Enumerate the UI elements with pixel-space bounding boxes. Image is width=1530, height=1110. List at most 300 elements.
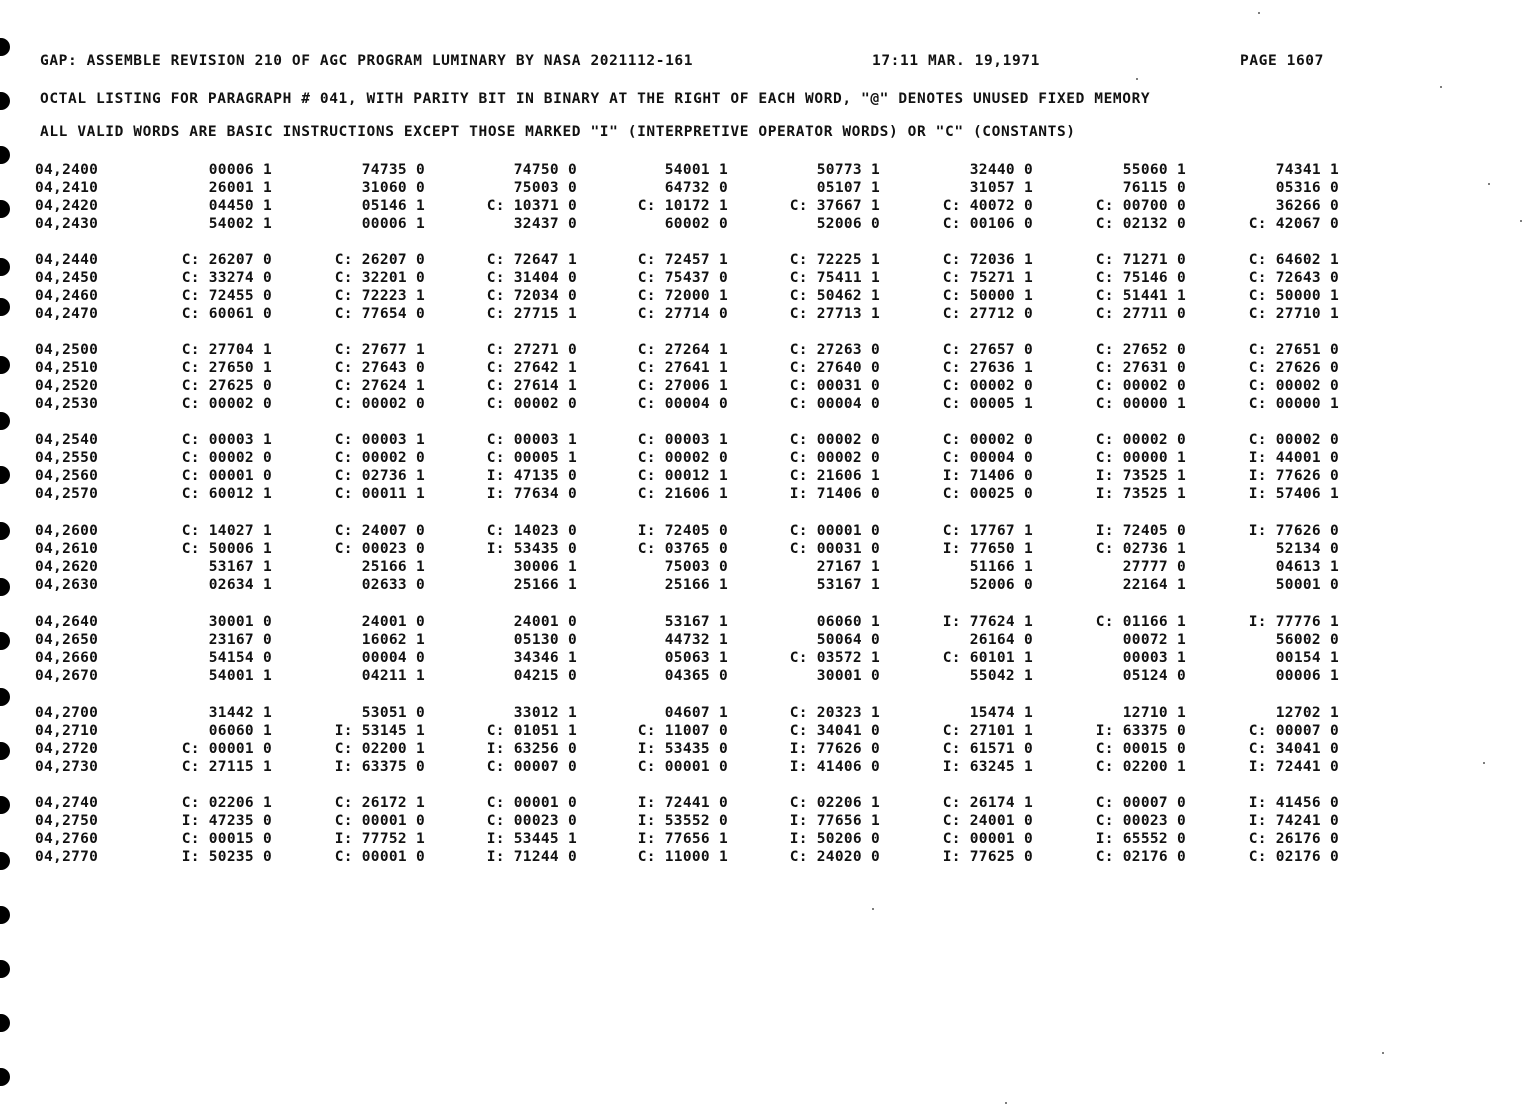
memory-word: I: 71406 0 [789,486,880,502]
memory-word: 34346 1 [513,650,577,666]
memory-word: I: 53445 1 [486,831,577,847]
row-address: 04,2750 [35,813,99,829]
memory-word: C: 00001 0 [334,813,425,829]
memory-word: 05124 0 [1122,668,1186,684]
memory-word: C: 00025 0 [942,486,1033,502]
listing-legend: ALL VALID WORDS ARE BASIC INSTRUCTIONS EXCEPT THOSE MARKED "I" (INTERPRETIVE OPERATOR WORDS) OR "C" (CONSTANTS) [40,124,1076,140]
memory-word: 12702 1 [1275,705,1339,721]
memory-word: C: 00004 0 [942,450,1033,466]
memory-word: 06060 1 [208,723,272,739]
memory-word: C: 27642 1 [486,360,577,376]
row-address: 04,2470 [35,306,99,322]
memory-word: C: 00004 0 [637,396,728,412]
memory-word: C: 27641 1 [637,360,728,376]
memory-word: 27777 0 [1122,559,1186,575]
memory-word: I: 77656 1 [637,831,728,847]
row-address: 04,2700 [35,705,99,721]
memory-word: C: 50000 1 [942,288,1033,304]
row-address: 04,2730 [35,759,99,775]
memory-word: C: 01166 1 [1095,614,1186,630]
memory-word: C: 50006 1 [181,541,272,557]
listing-row [0,614,1530,632]
memory-word: C: 26176 0 [1248,831,1339,847]
memory-word: C: 00007 0 [1095,795,1186,811]
assembly-timestamp: 17:11 MAR. 19,1971 [872,53,1040,69]
memory-word: C: 27640 0 [789,360,880,376]
memory-word: 25166 1 [361,559,425,575]
memory-word: C: 27657 0 [942,342,1033,358]
memory-word: C: 00015 0 [181,831,272,847]
listing-row [0,306,1530,324]
memory-word: I: 41456 0 [1248,795,1339,811]
memory-word: I: 77625 0 [942,849,1033,865]
memory-word: I: 72441 0 [1248,759,1339,775]
memory-word: C: 27652 0 [1095,342,1186,358]
memory-word: C: 00002 0 [486,396,577,412]
memory-word: 32437 0 [513,216,577,232]
memory-word: 31057 1 [969,180,1033,196]
memory-word: 05063 1 [664,650,728,666]
paper-speck [1382,1052,1384,1054]
listing-row [0,632,1530,650]
memory-word: 16062 1 [361,632,425,648]
memory-word: 55042 1 [969,668,1033,684]
row-address: 04,2670 [35,668,99,684]
row-address: 04,2450 [35,270,99,286]
memory-word: C: 75411 1 [789,270,880,286]
memory-word: C: 21606 1 [637,486,728,502]
row-address: 04,2740 [35,795,99,811]
memory-word: C: 00001 0 [486,795,577,811]
memory-word: C: 27712 0 [942,306,1033,322]
listing-row [0,523,1530,541]
listing-row [0,650,1530,668]
memory-word: 06060 1 [816,614,880,630]
memory-word: 04607 1 [664,705,728,721]
paper-speck [1136,78,1138,80]
memory-word: C: 03765 0 [637,541,728,557]
memory-word: C: 72036 1 [942,252,1033,268]
memory-word: I: 53435 0 [486,541,577,557]
memory-word: I: 50206 0 [789,831,880,847]
memory-word: C: 00002 0 [942,378,1033,394]
memory-word: 31442 1 [208,705,272,721]
memory-word: C: 11007 0 [637,723,728,739]
page-number: PAGE 1607 [1240,53,1324,69]
row-address: 04,2540 [35,432,99,448]
memory-word: I: 77624 1 [942,614,1033,630]
memory-word: C: 26174 1 [942,795,1033,811]
memory-word: 24001 0 [361,614,425,630]
memory-word: C: 00000 1 [1248,396,1339,412]
memory-word: I: 77634 0 [486,486,577,502]
memory-word: 55060 1 [1122,162,1186,178]
memory-word: C: 00002 0 [1095,378,1186,394]
paper-speck [1483,762,1485,764]
row-address: 04,2550 [35,450,99,466]
row-address: 04,2420 [35,198,99,214]
memory-word: C: 00002 0 [334,396,425,412]
row-address: 04,2430 [35,216,99,232]
memory-word: C: 60101 1 [942,650,1033,666]
memory-word: C: 27624 1 [334,378,425,394]
memory-word: C: 37667 1 [789,198,880,214]
memory-word: C: 00000 1 [1095,450,1186,466]
memory-word: I: 77626 0 [789,741,880,757]
memory-word: I: 57406 1 [1248,486,1339,502]
memory-word: C: 00031 0 [789,378,880,394]
memory-word: C: 02736 1 [334,468,425,484]
memory-word: I: 77752 1 [334,831,425,847]
listing-row [0,668,1530,686]
memory-word: C: 27264 1 [637,342,728,358]
row-address: 04,2440 [35,252,99,268]
memory-word: 04365 0 [664,668,728,684]
memory-word: C: 27711 0 [1095,306,1186,322]
memory-word: C: 00002 0 [1248,378,1339,394]
memory-word: C: 33274 0 [181,270,272,286]
memory-word: 00004 0 [361,650,425,666]
memory-word: C: 27677 1 [334,342,425,358]
memory-word: 54001 1 [208,668,272,684]
memory-word: C: 32201 0 [334,270,425,286]
memory-word: 26164 0 [969,632,1033,648]
memory-word: C: 72643 0 [1248,270,1339,286]
memory-word: C: 72647 1 [486,252,577,268]
memory-word: C: 02132 0 [1095,216,1186,232]
punch-hole [0,92,10,110]
memory-word: I: 47135 0 [486,468,577,484]
memory-word: C: 72034 0 [486,288,577,304]
memory-word: 76115 0 [1122,180,1186,196]
memory-word: C: 00106 0 [942,216,1033,232]
memory-word: C: 02206 1 [181,795,272,811]
memory-word: C: 50000 1 [1248,288,1339,304]
memory-word: I: 77650 1 [942,541,1033,557]
memory-word: C: 26207 0 [181,252,272,268]
memory-word: C: 02176 0 [1095,849,1186,865]
memory-word: 74735 0 [361,162,425,178]
memory-word: C: 00023 0 [486,813,577,829]
memory-word: 52134 0 [1275,541,1339,557]
memory-word: C: 24007 0 [334,523,425,539]
row-address: 04,2630 [35,577,99,593]
memory-word: C: 27006 1 [637,378,728,394]
memory-word: 54001 1 [664,162,728,178]
memory-word: C: 00002 0 [789,450,880,466]
row-address: 04,2600 [35,523,99,539]
memory-word: I: 72405 0 [1095,523,1186,539]
listing-row [0,396,1530,414]
memory-word: C: 72457 1 [637,252,728,268]
memory-word: 05130 0 [513,632,577,648]
listing-row [0,541,1530,559]
paper-speck [1488,183,1490,185]
memory-word: C: 00001 0 [942,831,1033,847]
memory-word: 04613 1 [1275,559,1339,575]
listing-row [0,813,1530,831]
listing-row [0,559,1530,577]
memory-word: C: 27715 1 [486,306,577,322]
memory-word: C: 10172 1 [637,198,728,214]
memory-word: C: 00700 0 [1095,198,1186,214]
memory-word: C: 00007 0 [1248,723,1339,739]
memory-word: C: 00002 0 [942,432,1033,448]
row-address: 04,2720 [35,741,99,757]
memory-word: C: 11000 1 [637,849,728,865]
listing-row [0,342,1530,360]
punch-hole [0,688,10,706]
memory-word: 53167 1 [664,614,728,630]
memory-word: C: 00005 1 [486,450,577,466]
punch-hole [0,1068,10,1086]
memory-word: 26001 1 [208,180,272,196]
memory-word: C: 00002 0 [1248,432,1339,448]
memory-word: 00003 1 [1122,650,1186,666]
memory-word: C: 00002 0 [789,432,880,448]
memory-word: I: 44001 0 [1248,450,1339,466]
row-address: 04,2760 [35,831,99,847]
memory-word: 54154 0 [208,650,272,666]
memory-word: C: 61571 0 [942,741,1033,757]
listing-row [0,270,1530,288]
memory-word: 02633 0 [361,577,425,593]
memory-word: C: 60012 1 [181,486,272,502]
memory-word: C: 00003 1 [334,432,425,448]
memory-word: 53167 1 [816,577,880,593]
memory-word: 36266 0 [1275,198,1339,214]
memory-word: 30001 0 [208,614,272,630]
listing-row [0,360,1530,378]
row-address: 04,2640 [35,614,99,630]
memory-word: C: 00003 1 [637,432,728,448]
memory-word: C: 00001 0 [637,759,728,775]
row-address: 04,2610 [35,541,99,557]
memory-word: I: 65552 0 [1095,831,1186,847]
listing-row [0,831,1530,849]
listing-row [0,795,1530,813]
memory-word: C: 14027 1 [181,523,272,539]
memory-word: 00154 1 [1275,650,1339,666]
memory-word: C: 03572 1 [789,650,880,666]
memory-word: C: 50462 1 [789,288,880,304]
row-address: 04,2520 [35,378,99,394]
memory-word: C: 00007 0 [486,759,577,775]
memory-word: 00006 1 [361,216,425,232]
memory-word: C: 64602 1 [1248,252,1339,268]
listing-row [0,432,1530,450]
memory-word: I: 41406 0 [789,759,880,775]
memory-word: C: 72223 1 [334,288,425,304]
memory-word: C: 27650 1 [181,360,272,376]
memory-word: 50773 1 [816,162,880,178]
listing-row [0,486,1530,504]
memory-word: 32440 0 [969,162,1033,178]
memory-word: C: 00003 1 [181,432,272,448]
memory-word: I: 71406 0 [942,468,1033,484]
punch-hole [0,1014,10,1032]
memory-word: 50001 0 [1275,577,1339,593]
memory-word: C: 72000 1 [637,288,728,304]
memory-word: 05146 1 [361,198,425,214]
memory-word: 04450 1 [208,198,272,214]
memory-word: C: 00002 0 [637,450,728,466]
memory-word: C: 27651 0 [1248,342,1339,358]
row-address: 04,2620 [35,559,99,575]
memory-word: C: 75271 1 [942,270,1033,286]
listing-row [0,162,1530,180]
row-address: 04,2510 [35,360,99,376]
row-address: 04,2570 [35,486,99,502]
row-address: 04,2500 [35,342,99,358]
memory-word: I: 72405 0 [637,523,728,539]
memory-word: C: 27631 0 [1095,360,1186,376]
memory-word: I: 50235 0 [181,849,272,865]
memory-word: 31060 0 [361,180,425,196]
memory-word: C: 27714 0 [637,306,728,322]
memory-word: 05107 1 [816,180,880,196]
listing-row [0,198,1530,216]
memory-word: C: 00001 0 [181,741,272,757]
memory-word: C: 02176 0 [1248,849,1339,865]
memory-word: C: 00002 0 [334,450,425,466]
memory-word: C: 34041 0 [789,723,880,739]
memory-word: C: 00011 1 [334,486,425,502]
memory-word: C: 02200 1 [1095,759,1186,775]
listing-row [0,288,1530,306]
memory-word: 00006 1 [1275,668,1339,684]
punch-hole [0,412,10,430]
listing-row [0,849,1530,867]
memory-word: C: 27271 0 [486,342,577,358]
memory-word: C: 00000 1 [1095,396,1186,412]
memory-word: 53167 1 [208,559,272,575]
memory-word: C: 42067 0 [1248,216,1339,232]
listing-description: OCTAL LISTING FOR PARAGRAPH # 041, WITH PARITY BIT IN BINARY AT THE RIGHT OF EACH WORD, "@" DENOTES UNUSED FIXED MEMORY [40,91,1151,107]
memory-word: 30001 0 [816,668,880,684]
memory-word: 02634 1 [208,577,272,593]
listing-row [0,252,1530,270]
memory-word: C: 00001 0 [334,849,425,865]
memory-word: C: 27614 1 [486,378,577,394]
memory-word: C: 10371 0 [486,198,577,214]
row-address: 04,2650 [35,632,99,648]
memory-word: I: 63375 0 [1095,723,1186,739]
memory-word: 12710 1 [1122,705,1186,721]
memory-word: I: 71244 0 [486,849,577,865]
listing-row [0,759,1530,777]
memory-word: C: 01051 1 [486,723,577,739]
memory-word: 33012 1 [513,705,577,721]
row-address: 04,2660 [35,650,99,666]
memory-word: C: 27626 0 [1248,360,1339,376]
memory-word: C: 21606 1 [789,468,880,484]
memory-word: C: 00005 1 [942,396,1033,412]
memory-word: C: 26207 0 [334,252,425,268]
memory-word: I: 73525 1 [1095,468,1186,484]
memory-word: C: 02736 1 [1095,541,1186,557]
punch-hole [0,960,10,978]
listing-row [0,577,1530,595]
memory-word: C: 27101 1 [942,723,1033,739]
row-address: 04,2530 [35,396,99,412]
row-address: 04,2460 [35,288,99,304]
memory-word: I: 77626 0 [1248,468,1339,484]
listing-row [0,468,1530,486]
memory-word: C: 27643 0 [334,360,425,376]
memory-word: I: 53435 0 [637,741,728,757]
paper-speck [1520,220,1522,222]
memory-word: C: 77654 0 [334,306,425,322]
memory-word: C: 27263 0 [789,342,880,358]
memory-word: C: 27636 1 [942,360,1033,376]
memory-word: C: 20323 1 [789,705,880,721]
punch-hole [0,38,10,56]
memory-word: I: 47235 0 [181,813,272,829]
paper-speck [1005,1102,1007,1104]
memory-word: C: 26172 1 [334,795,425,811]
memory-word: 53051 0 [361,705,425,721]
listing-row [0,378,1530,396]
memory-word: 54002 1 [208,216,272,232]
memory-word: I: 77626 0 [1248,523,1339,539]
memory-word: 25166 1 [664,577,728,593]
memory-word: C: 02200 1 [334,741,425,757]
memory-word: 00006 1 [208,162,272,178]
memory-word: C: 00002 0 [181,450,272,466]
memory-word: C: 51441 1 [1095,288,1186,304]
memory-word: C: 00003 1 [486,432,577,448]
memory-word: C: 02206 1 [789,795,880,811]
memory-word: C: 24020 0 [789,849,880,865]
memory-word: C: 75146 0 [1095,270,1186,286]
memory-word: 04211 1 [361,668,425,684]
memory-word: C: 40072 0 [942,198,1033,214]
row-address: 04,2710 [35,723,99,739]
memory-word: 75003 0 [513,180,577,196]
memory-word: C: 00004 0 [789,396,880,412]
memory-word: C: 60061 0 [181,306,272,322]
listing-row [0,216,1530,234]
memory-word: 60002 0 [664,216,728,232]
memory-word: I: 77656 1 [789,813,880,829]
memory-word: 04215 0 [513,668,577,684]
memory-word: 74750 0 [513,162,577,178]
memory-word: C: 72225 1 [789,252,880,268]
memory-word: C: 72455 0 [181,288,272,304]
memory-word: 23167 0 [208,632,272,648]
memory-word: C: 00023 0 [334,541,425,557]
memory-word: C: 00002 0 [1095,432,1186,448]
memory-word: C: 00001 0 [789,523,880,539]
memory-word: 50064 0 [816,632,880,648]
listing-row [0,180,1530,198]
memory-word: C: 24001 0 [942,813,1033,829]
memory-word: C: 00012 1 [637,468,728,484]
memory-word: 52006 0 [969,577,1033,593]
assembly-title: GAP: ASSEMBLE REVISION 210 OF AGC PROGRAM LUMINARY BY NASA 2021112-161 [40,53,694,69]
row-address: 04,2410 [35,180,99,196]
memory-word: C: 14023 0 [486,523,577,539]
row-address: 04,2400 [35,162,99,178]
memory-word: I: 77776 1 [1248,614,1339,630]
memory-word: I: 73525 1 [1095,486,1186,502]
memory-word: 52006 0 [816,216,880,232]
memory-word: 15474 1 [969,705,1033,721]
memory-word: 00072 1 [1122,632,1186,648]
memory-word: I: 63375 0 [334,759,425,775]
paper-speck [1440,86,1442,88]
